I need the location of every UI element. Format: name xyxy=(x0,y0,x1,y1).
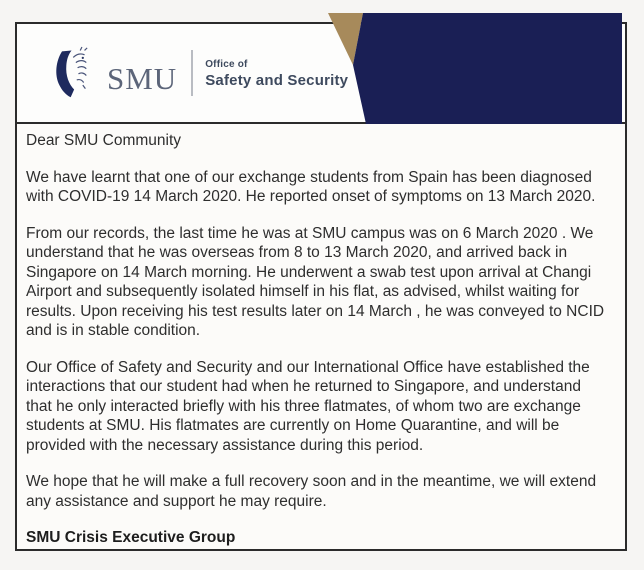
letter-paragraph: We have learnt that one of our exchange students from Spain has been diagnosed with COVID-19 14 March 2020. He reported onset of symptoms on 13 March 2020. xyxy=(26,168,596,205)
department-name-line1: Office of xyxy=(205,59,248,70)
letter-paragraph: We hope that he will make a full recovery soon and in the meantime, we will extend any assistance and support he may require. xyxy=(26,473,597,510)
letterhead-divider xyxy=(191,50,193,96)
banner-graphic xyxy=(325,13,622,124)
letter-paragraph: From our records, the last time he was at SMU campus was on 6 March 2020 . We understand that he was overseas from 8 to 13 March 2020, and arrived back in Singapore on 14 March morning. He underwent a swab test upon arrival at Changi Airport and subsequently isolated himself in his flat, as advised, whilst waiting for results. Upon receiving his test results later on 14 March , he was conveyed to NCID and is in stable condition. xyxy=(26,224,605,339)
smu-lion-logo-icon xyxy=(49,44,101,102)
smu-logo-lockup xyxy=(49,44,348,102)
letter-body xyxy=(17,124,625,548)
letter-paragraph: Our Office of Safety and Security and our International Office have established the interactions that our student had when he returned to Singapore, and understand that he only interacted briefly with his three flatmates, of whom two are exchange students at SMU. His flatmates are currently on Home Quarantine, and will be provided with the necessary assistance during this period. xyxy=(26,358,590,454)
smu-wordmark: SMU xyxy=(107,60,178,96)
signature: SMU Crisis Executive Group xyxy=(26,529,236,546)
department-name-line2: Safety and Security xyxy=(205,72,349,89)
banner-navy-shape xyxy=(353,13,622,124)
greeting: Dear SMU Community xyxy=(26,132,182,149)
